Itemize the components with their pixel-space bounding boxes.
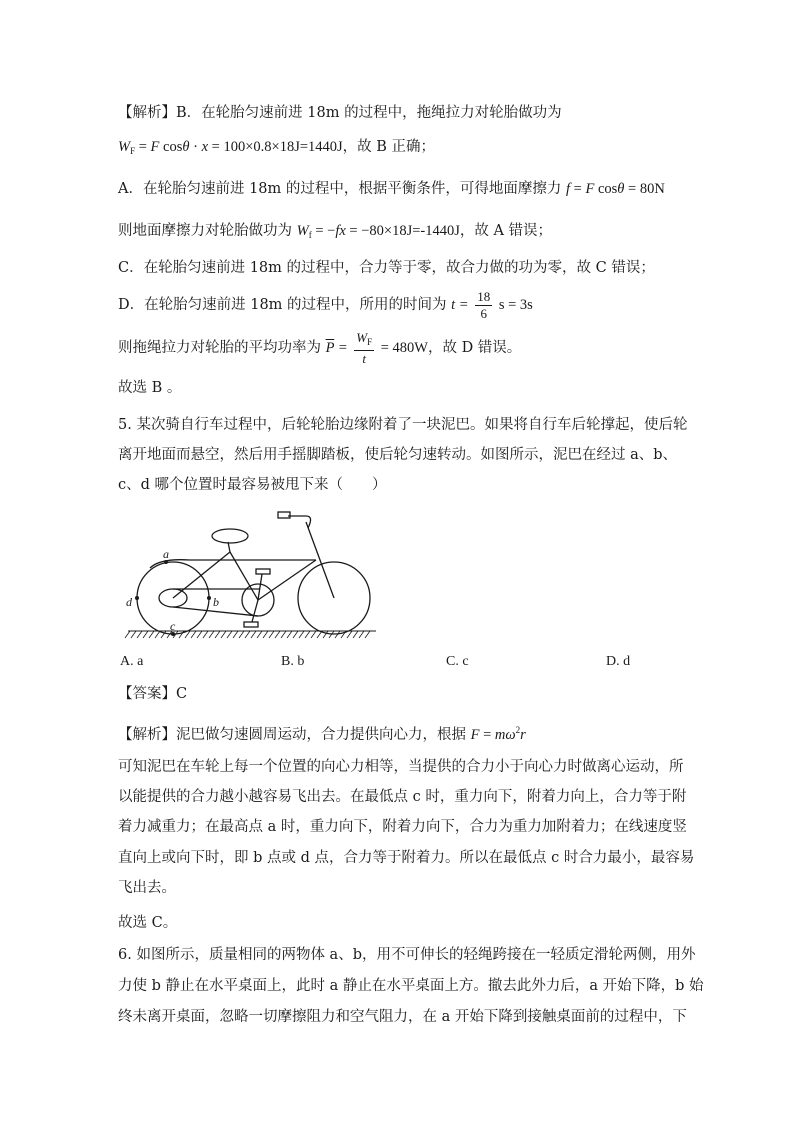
p1-line-1: 【解析】B．在轮胎匀速前进 18m 的过程中，拖绳拉力对轮胎做功为 bbox=[118, 105, 562, 121]
ground-hatch-line bbox=[209, 631, 214, 638]
ground-hatch-line bbox=[137, 631, 142, 638]
ground-hatch-line bbox=[245, 631, 250, 638]
ground-hatch-line bbox=[257, 631, 262, 638]
ground-hatch-line bbox=[365, 631, 370, 638]
q5-exp-line-5: 直向上或向下时，即 b 点或 d 点，合力等于附着力。所以在最低点 c 时合力最小，最容易 bbox=[118, 850, 695, 866]
p1-line-7-tail: ，故 D 错误。 bbox=[427, 340, 522, 356]
ground-hatch-line bbox=[311, 631, 316, 638]
crank-upper bbox=[258, 574, 262, 600]
ground-hatch-line bbox=[125, 631, 130, 638]
ground-hatch-line bbox=[359, 631, 364, 638]
ground-hatch-line bbox=[293, 631, 298, 638]
down-tube bbox=[258, 560, 316, 600]
ground-hatch-line bbox=[305, 631, 310, 638]
pedal-lower bbox=[244, 622, 258, 627]
ground-hatch-line bbox=[227, 631, 232, 638]
p1-line-2-tail: ，故 B 正确； bbox=[342, 139, 436, 155]
crank-lower bbox=[252, 600, 258, 622]
ground-hatch-line bbox=[281, 631, 286, 638]
label-d: d bbox=[126, 595, 132, 609]
friction-equation: f = F cosθ = 80N bbox=[566, 181, 665, 197]
option-a: A. a bbox=[120, 654, 144, 669]
ground-hatch-line bbox=[143, 631, 148, 638]
ground-hatch-line bbox=[155, 631, 160, 638]
ground-hatch-line bbox=[233, 631, 238, 638]
ground-hatch-line bbox=[239, 631, 244, 638]
ground-hatch-line bbox=[275, 631, 280, 638]
centripetal-equation: $F = m\omega^2r$ bbox=[470, 725, 526, 743]
p1-line-2 bbox=[118, 137, 678, 161]
time-result: s = 3s bbox=[498, 297, 533, 313]
ground-hatch-line bbox=[263, 631, 268, 638]
ground-hatch-line bbox=[353, 631, 358, 638]
ground-hatch-line bbox=[197, 631, 202, 638]
pedal-upper bbox=[256, 569, 270, 574]
label-b: b bbox=[213, 595, 219, 609]
bicycle-figure bbox=[120, 498, 380, 640]
q6-line-3: 终未离开桌面，忽略一切摩擦阻力和空气阻力，在 a 开始下降到接触桌面前的过程中，下 bbox=[118, 1009, 687, 1025]
handlebar-grip bbox=[278, 512, 290, 518]
p1-line-6-head: D．在轮胎匀速前进 18m 的过程中，所用的时间为 bbox=[118, 297, 447, 313]
p1-line-4-tail: ，故 A 错误； bbox=[459, 223, 553, 239]
ground-hatch-line bbox=[221, 631, 226, 638]
label-c: c bbox=[170, 619, 176, 633]
q5-exp-head: 【解析】泥巴做匀速圆周运动，合力提供向心力，根据 bbox=[118, 727, 466, 743]
q5-line-3: c、d 哪个位置时最容易被甩下来（ ） bbox=[118, 477, 387, 493]
option-c: C. c bbox=[446, 654, 469, 669]
p1-line-4-head: 则地面摩擦力对轮胎做功为 bbox=[118, 223, 292, 239]
point-d bbox=[135, 596, 139, 600]
p1-line-6 bbox=[118, 285, 678, 325]
power-result: = 480W bbox=[380, 340, 428, 356]
p1-line-7 bbox=[118, 328, 678, 368]
ground-hatch-line bbox=[347, 631, 352, 638]
p1-line-4 bbox=[118, 221, 678, 245]
ground-hatch-line bbox=[215, 631, 220, 638]
ground-hatch-line bbox=[191, 631, 196, 638]
p1-line-3 bbox=[118, 179, 678, 199]
seat-stay bbox=[173, 552, 230, 598]
q5-answer: 【答案】C bbox=[118, 686, 188, 702]
q5-line-1: 5. 某次骑自行车过程中，后轮轮胎边缘附着了一块泥巴。如果将自行车后轮撑起，使后轮 bbox=[118, 417, 688, 433]
p1-line-5: C．在轮胎匀速前进 18m 的过程中，合力等于零，故合力做的功为零，故 C 错误； bbox=[118, 260, 655, 276]
q5-exp-line-2: 可知泥巴在车轮上每一个位置的向心力相等，当提供的合力小于向心力时做离心运动，所 bbox=[118, 759, 684, 775]
ground-hatch-line bbox=[287, 631, 292, 638]
q5-exp-line-6: 飞出去。 bbox=[118, 880, 176, 896]
q5-choose: 故选 C。 bbox=[118, 915, 178, 931]
q5-line-2: 离开地面而悬空，然后用手摇脚踏板，使后轮匀速转动。如图所示，泥巴在经过 a、b、 bbox=[118, 447, 678, 463]
top-frame bbox=[150, 560, 316, 568]
option-b: B. b bbox=[281, 654, 305, 669]
ground-hatch-line bbox=[251, 631, 256, 638]
ground-hatch-line bbox=[299, 631, 304, 638]
time-fraction: $\frac{18}{6}$ bbox=[477, 288, 491, 321]
option-d: D. d bbox=[606, 654, 631, 669]
p1-line-3-head: A．在轮胎匀速前进 18m 的过程中，根据平衡条件，可得地面摩擦力 bbox=[118, 181, 562, 197]
ground-hatch-line bbox=[203, 631, 208, 638]
p1-line-7-head: 则拖绳拉力对轮胎的平均功率为 bbox=[118, 340, 321, 356]
average-power-symbol: $\overline{P}$ = bbox=[325, 340, 348, 356]
point-b bbox=[207, 596, 211, 600]
q5-exp-line-4: 着力减重力；在最高点 a 时，重力向下，附着力向下，合力为重力加附着力；在线速度竖 bbox=[118, 819, 687, 835]
friction-work-equation: $W_f = -fx = -80\times 18J=-1440J$ bbox=[296, 223, 460, 240]
power-fraction: $\frac{W_F}{t}$ bbox=[356, 329, 373, 366]
work-equation: $W_F = F$ cosθ · x = 100×0.8×18J=1440J bbox=[118, 139, 343, 156]
q6-line-2: 力使 b 静止在水平桌面上，此时 a 静止在水平桌面上方。撤去此外力后，a 开始下降，b 始 bbox=[118, 978, 704, 994]
p1-choose: 故选 B 。 bbox=[118, 380, 182, 396]
saddle bbox=[212, 529, 248, 543]
ground-hatch-line bbox=[131, 631, 136, 638]
q5-exp-line-3: 以能提供的合力越小越容易飞出去。在最低点 c 时，重力向下，附着力向上，合力等于附 bbox=[118, 789, 687, 805]
ground-hatch-line bbox=[269, 631, 274, 638]
ground-hatch-line bbox=[149, 631, 154, 638]
q6-line-1: 6. 如图所示，质量相同的两物体 a、b，用不可伸长的轻绳跨接在一轻质定滑轮两侧，用外 bbox=[118, 947, 696, 963]
time-symbol: t = bbox=[451, 297, 469, 313]
label-a: a bbox=[163, 547, 169, 561]
q5-exp-line-1 bbox=[118, 720, 678, 745]
